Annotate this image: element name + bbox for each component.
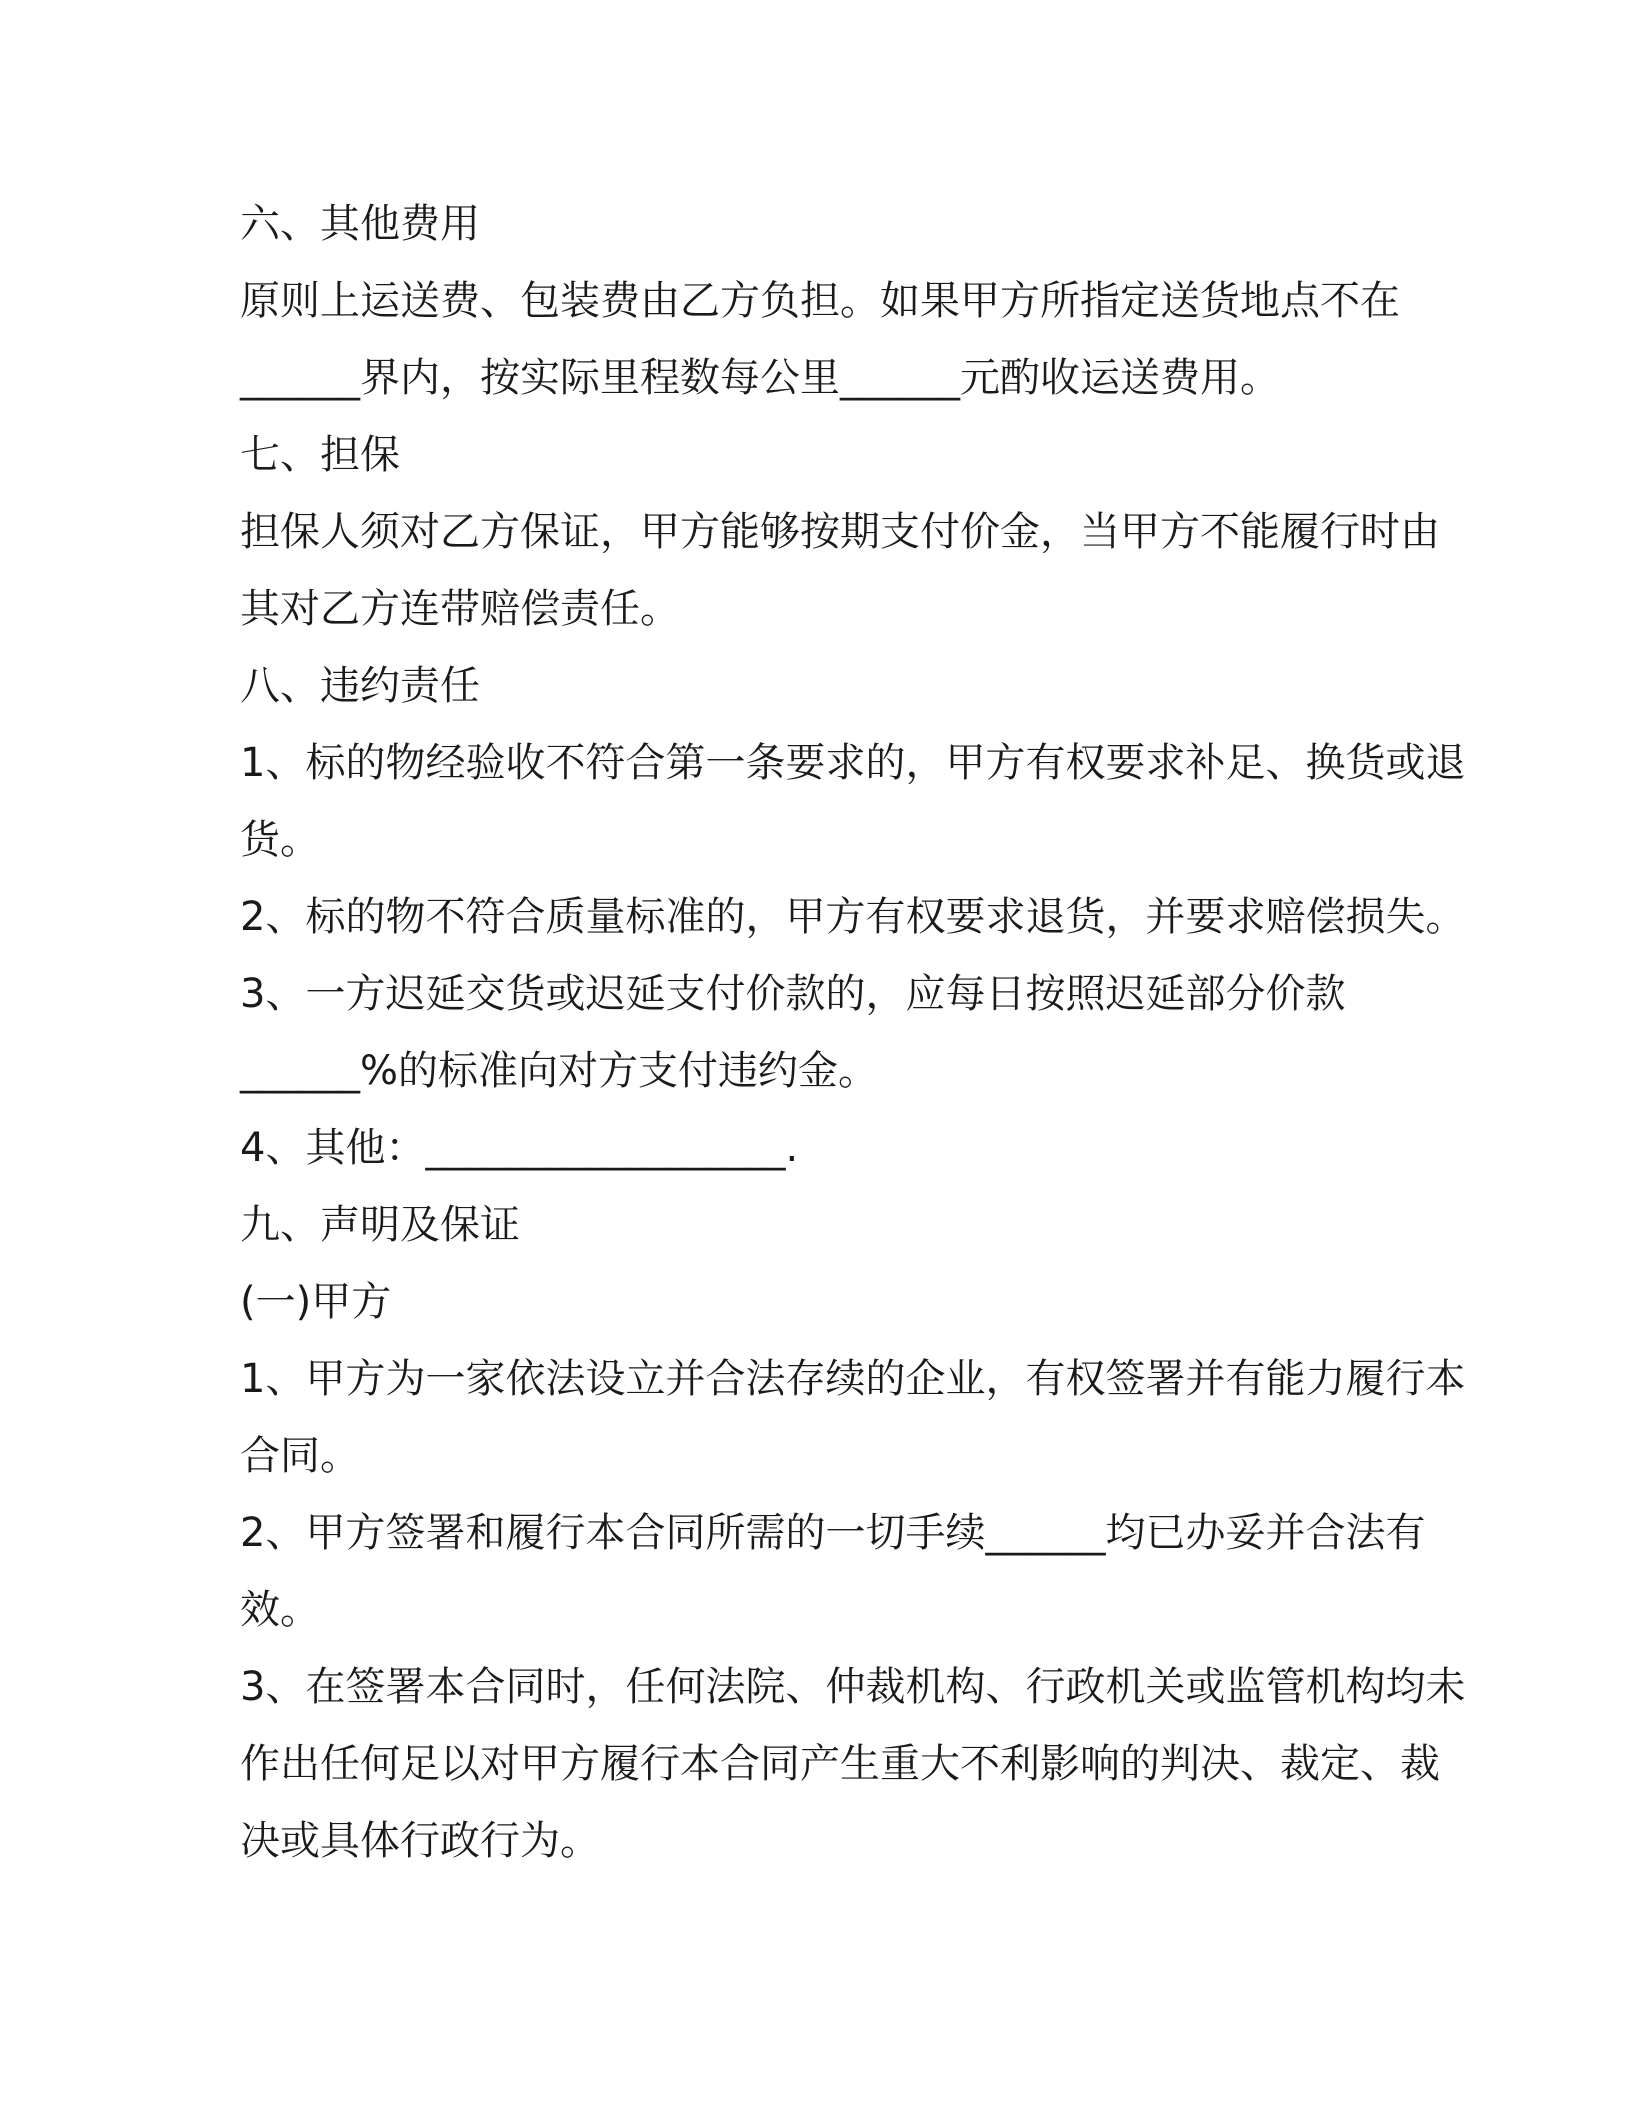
paragraph-line: 2、标的物不符合质量标准的，甲方有权要求退货，并要求赔偿损失。 [240, 894, 1466, 940]
paragraph-line: ______%的标准向对方支付违约金。 [240, 1048, 879, 1094]
paragraph-line: 2、甲方签署和履行本合同所需的一切手续______均已办妥并合法有 [240, 1510, 1426, 1556]
paragraph-line: 担保人须对乙方保证，甲方能够按期支付价金，当甲方不能履行时由 [240, 509, 1440, 555]
paragraph-line: 1、标的物经验收不符合第一条要求的，甲方有权要求补足、换货或退 [240, 740, 1466, 786]
paragraph-line: 3、一方迟延交货或迟延支付价款的，应每日按照迟延部分价款 [240, 971, 1346, 1017]
paragraph-line: 作出任何足以对甲方履行本合同产生重大不利影响的判决、裁定、裁 [240, 1741, 1440, 1787]
section-heading-guarantee: 七、担保 [240, 432, 400, 478]
section-heading-liability: 八、违约责任 [240, 663, 480, 709]
paragraph-line: 4、其他：__________________. [240, 1125, 799, 1171]
document-body [240, 186, 1466, 1880]
paragraph-line: 3、在签署本合同时，任何法院、仲裁机构、行政机关或监管机构均未 [240, 1664, 1466, 1710]
paragraph-line: 决或具体行政行为。 [240, 1818, 600, 1864]
paragraph-line: 效。 [240, 1587, 320, 1633]
paragraph-line: 1、甲方为一家依法设立并合法存续的企业，有权签署并有能力履行本 [240, 1356, 1466, 1402]
paragraph-line: 原则上运送费、包装费由乙方负担。如果甲方所指定送货地点不在 [240, 278, 1400, 324]
subsection-heading-party-a: (一)甲方 [240, 1279, 392, 1325]
paragraph-line: 货。 [240, 817, 320, 863]
paragraph-line: 其对乙方连带赔偿责任。 [240, 586, 680, 632]
section-heading-declarations: 九、声明及保证 [240, 1202, 520, 1248]
paragraph-line: ______界内，按实际里程数每公里______元酌收运送费用。 [240, 355, 1280, 401]
paragraph-line: 合同。 [240, 1433, 360, 1479]
section-heading-other-fees: 六、其他费用 [240, 201, 480, 247]
